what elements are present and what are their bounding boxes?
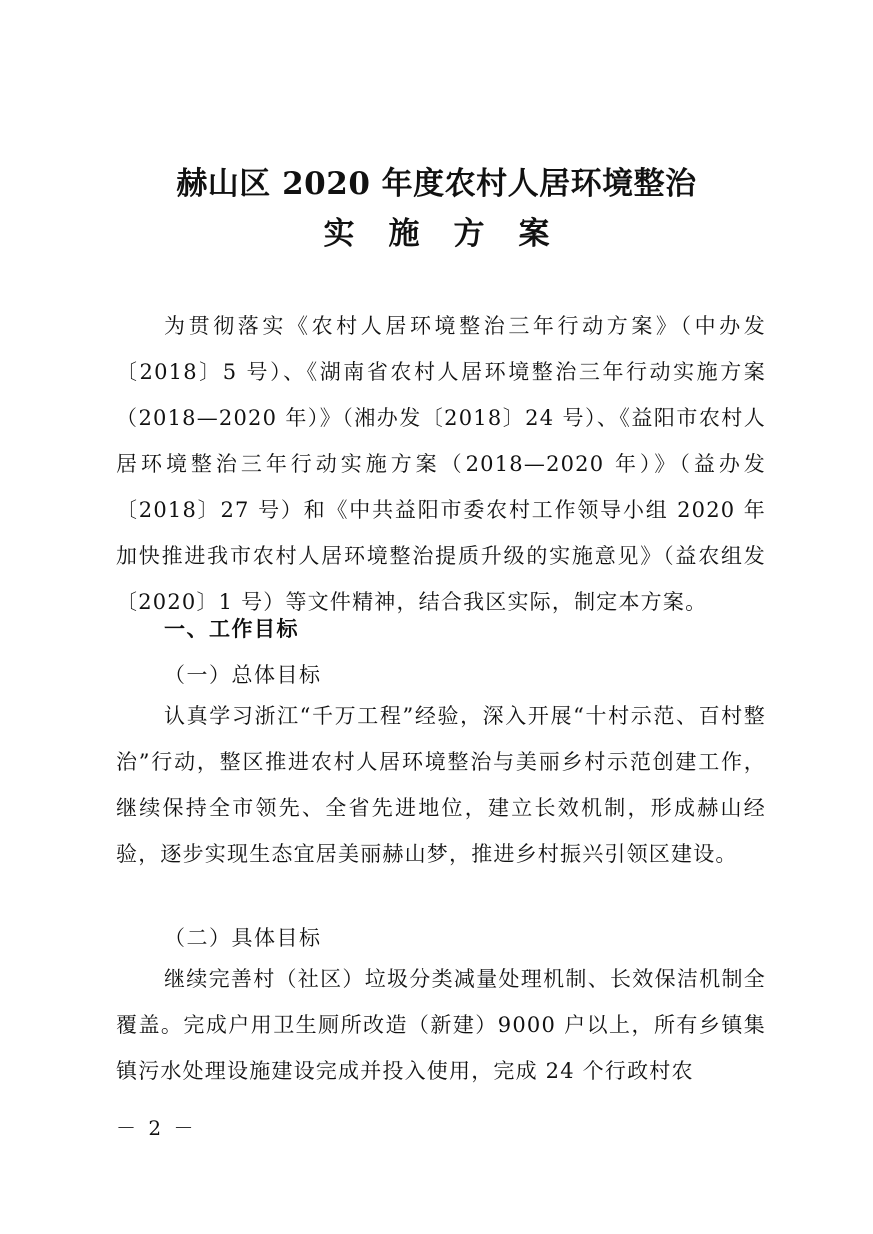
overall-goals-paragraph: 认真学习浙江“千万工程”经验，深入开展“十村示范、百村整治”行动，整区推进农村人居环境整治与美丽乡村示范创建工作，继续保持全市领先、全省先进地位，建立长效机制，形成赫山经验，逐步实现生态宜居美丽赫山梦，推进乡村振兴引领区建设。 <box>116 704 766 866</box>
intro-paragraph: 为贯彻落实《农村人居环境整治三年行动方案》（中办发〔2018〕5 号）、《湖南省农村人居环境整治三年行动实施方案（2018—2020 年）》（湘办发〔2018〕24 号）、《益阳市农村人居环境整治三年行动实施方案（2018—2020 年）》（益办发〔2018〕27 号）和《中共益阳市委农村工作领导小组 2020 年加快推进我市农村人居环境整治提质升级的实施意见》（益农组发〔2020〕1 号）等文件精神，结合我区实际，制定本方案。 <box>116 314 766 614</box>
page-number: － 2 － <box>116 1116 197 1140</box>
overall-goals-section <box>116 693 766 877</box>
subsection-heading-specific-goals: （二）具体目标 <box>164 926 322 950</box>
specific-goals-section <box>116 956 766 1094</box>
subsection-heading-overall-goals: （一）总体目标 <box>164 663 322 687</box>
specific-goals-paragraph: 继续完善村（社区）垃圾分类减量处理机制、长效保洁机制全覆盖。完成户用卫生厕所改造（新建）9000 户以上，所有乡镇集镇污水处理设施建设完成并投入使用，完成 24 个行政村农 <box>116 967 766 1083</box>
document-title-line-1: 赫山区 2020 年度农村人居环境整治 <box>176 166 697 202</box>
section-heading-work-goals: 一、工作目标 <box>164 617 299 641</box>
document-title-line-2: 实施方案 <box>323 216 584 252</box>
intro-section <box>116 303 766 625</box>
